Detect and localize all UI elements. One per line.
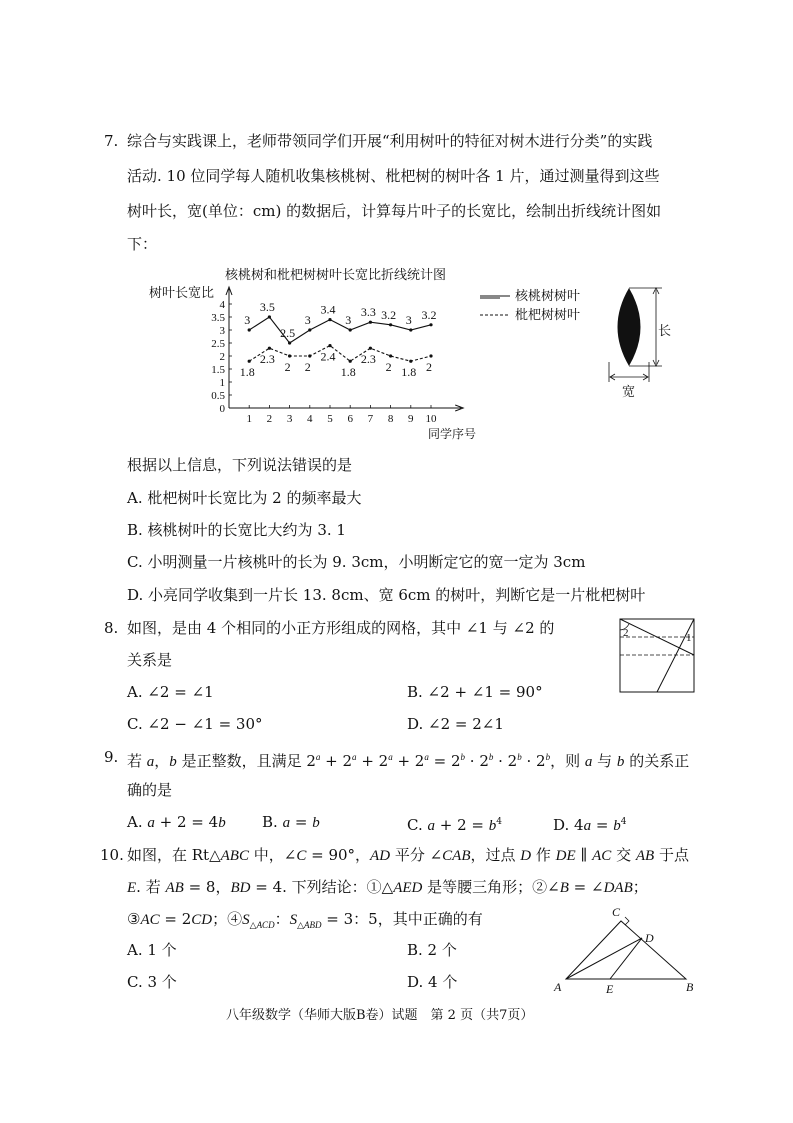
y-tick-label: 1 (219, 377, 225, 389)
x-tick-label: 3 (286, 413, 293, 425)
x-tick-label: 7 (367, 413, 374, 425)
data-label: 3.2 (381, 307, 397, 322)
chart-ylabel: 树叶长宽比 (149, 285, 215, 300)
grid-figure (617, 616, 697, 694)
data-label: 2 (304, 360, 311, 374)
series-line-loquat (249, 346, 431, 362)
y-tick-label: 1.5 (211, 364, 225, 376)
data-label: 1.8 (239, 365, 255, 380)
q7-question: 根据以上信息，下列说法错误的是 (127, 456, 353, 474)
leaf-long-label: 长 (658, 324, 672, 339)
x-tick-label: 2 (266, 413, 273, 425)
q8-number: 8. (104, 619, 119, 637)
q7-number: 7. (104, 132, 119, 150)
chart-xlabel: 同学序号 (428, 427, 477, 441)
data-label: 1.8 (340, 365, 356, 380)
walnut-point (409, 328, 412, 331)
chart-title: 核桃树和枇杷树树叶长宽比折线统计图 (225, 267, 447, 282)
q7-line2: 活动. 10 位同学每人随机收集核桃树、枇杷树的树叶各 1 片，通过测量得到这些 (127, 167, 660, 185)
q9-number: 9. (104, 748, 119, 766)
grid-angle-1-label: 1 (686, 632, 692, 644)
q9-line1: 若 a，b 是正整数，且满足 $2^a + 2^a + 2^a + 2^a = 2^b \cdot 2^b \cdot 2^b \cdot 2^b$，则 a 与 b 的关系正 (127, 752, 690, 770)
walnut-point (429, 323, 432, 326)
q9-option-b: B. a = b (262, 813, 320, 831)
q8-option-c: C. ∠2 − ∠1 = 30° (127, 715, 263, 733)
loquat-point (369, 347, 372, 350)
leaf-figure (600, 282, 690, 400)
q9-option-d: D. $4a = b^4$ (553, 816, 627, 834)
walnut-point (288, 341, 291, 344)
fig-point-a: A (554, 980, 562, 994)
x-tick-label: 10 (425, 413, 437, 425)
loquat-point (429, 354, 432, 357)
q7-line1: 综合与实践课上，老师带领同学们开展“利用树叶的特征对树木进行分类”的实践 (127, 132, 653, 150)
series-line-walnut (249, 317, 431, 343)
data-label: 3.2 (421, 307, 437, 322)
walnut-point (308, 328, 311, 331)
x-tick-label: 8 (387, 413, 394, 425)
fig-point-b: B (686, 980, 694, 994)
walnut-point (389, 323, 392, 326)
fig-point-d: D (645, 931, 654, 945)
walnut-point (369, 321, 372, 324)
q10-option-c: C. 3 个 (127, 973, 177, 991)
data-label: 2.3 (259, 352, 275, 367)
data-label: 3.5 (259, 300, 275, 314)
loquat-point (409, 360, 412, 363)
data-label: 2.5 (280, 326, 296, 340)
x-tick-label: 4 (307, 413, 313, 425)
x-tick-label: 1 (246, 413, 252, 425)
q7-option-a: A. 枇杷树叶长宽比为 2 的频率最大 (127, 489, 362, 507)
q10-option-a: A. 1 个 (127, 941, 177, 959)
loquat-point (288, 354, 291, 357)
walnut-point (349, 328, 352, 331)
y-tick-label: 0 (219, 403, 225, 415)
page-footer: 八年级数学（华师大版B卷）试题 第 2 页（共7页） (226, 1008, 534, 1023)
fig-point-e: E (606, 982, 614, 995)
data-label: 3.3 (360, 305, 376, 320)
legend-walnut-label: 核桃树树叶 (515, 289, 581, 304)
q10-option-d: D. 4 个 (407, 973, 458, 991)
data-label: 2.3 (360, 352, 376, 367)
q10-line2: E. 若 AB = 8，BD = 4. 下列结论：①△AED 是等腰三角形；②∠B = ∠DAB； (127, 878, 648, 896)
q10-line1: 如图，在 Rt△ABC 中，∠C = 90°，AD 平分 ∠CAB，过点 D 作 DE ∥ AC 交 AB 于点 (127, 846, 689, 864)
data-label: 2.4 (320, 349, 336, 364)
legend-loquat-label: 枇杷树树叶 (515, 308, 581, 323)
leaf-wide-label: 宽 (622, 385, 636, 400)
x-tick-label: 6 (347, 413, 353, 425)
y-tick-label: 3.5 (211, 312, 225, 324)
leaf-shape (618, 288, 641, 366)
q8-line2: 关系是 (127, 651, 173, 669)
data-label: 3 (304, 313, 311, 327)
fig-point-c: C (612, 905, 621, 919)
q10-line3: ③AC = 2CD；$④S_{\triangle ACD}$：$S_{\triangle ABD} = 3$：5，其中正确的有 (127, 910, 483, 931)
q8-option-a: A. ∠2 = ∠1 (127, 683, 214, 701)
q10-number: 10. (100, 846, 124, 864)
data-label: 2 (385, 360, 392, 374)
q8-line1: 如图，是由 4 个相同的小正方形组成的网格，其中 ∠1 与 ∠2 的 (127, 619, 555, 637)
q7-line4: 下： (127, 235, 158, 253)
q7-line3: 树叶长，宽(单位：cm) 的数据后，计算每片叶子的长宽比，绘制出折线统计图如 (127, 202, 662, 220)
loquat-point (248, 360, 251, 363)
y-tick-label: 4 (219, 299, 225, 311)
data-label: 3.4 (320, 302, 336, 317)
chart-legend (478, 286, 588, 326)
x-tick-label: 9 (408, 413, 414, 425)
q9-option-c: C. $a + 2 = b^4$ (407, 816, 502, 834)
loquat-point (308, 354, 311, 357)
q10-option-b: B. 2 个 (407, 941, 457, 959)
y-tick-label: 2 (219, 351, 225, 363)
q9-option-a: A. a + 2 = 4b (127, 813, 226, 831)
x-tick-label: 5 (327, 413, 333, 425)
y-tick-label: 0.5 (211, 390, 225, 402)
data-label: 3 (345, 313, 352, 327)
loquat-point (349, 360, 352, 363)
y-tick-label: 3 (219, 325, 225, 337)
walnut-point (328, 318, 331, 321)
data-label: 3 (405, 313, 412, 327)
data-label: 1.8 (401, 365, 417, 380)
data-label: 2 (426, 360, 432, 374)
triangle-figure (548, 903, 706, 995)
q7-option-c: C. 小明测量一片核桃叶的长为 9. 3cm，小明断定它的宽一定为 3cm (127, 553, 586, 571)
q8-option-b: B. ∠2 + ∠1 = 90° (407, 683, 543, 701)
walnut-point (248, 328, 251, 331)
walnut-point (268, 315, 271, 318)
data-label: 2 (284, 360, 291, 374)
q7-option-d: D. 小亮同学收集到一片长 13. 8cm、宽 6cm 的树叶，判断它是一片枇杷树叶 (127, 586, 646, 604)
y-tick-label: 2.5 (211, 338, 225, 350)
q8-option-d: D. ∠2 = 2∠1 (407, 715, 504, 733)
data-label: 3 (244, 313, 251, 327)
q7-option-b: B. 核桃树叶的长宽比大约为 3. 1 (127, 521, 346, 539)
loquat-point (268, 347, 271, 350)
grid-angle-2-label: 2 (623, 627, 629, 639)
loquat-point (328, 344, 331, 347)
q9-line2: 确的是 (127, 781, 173, 799)
line-chart (140, 262, 500, 442)
loquat-point (389, 354, 392, 357)
